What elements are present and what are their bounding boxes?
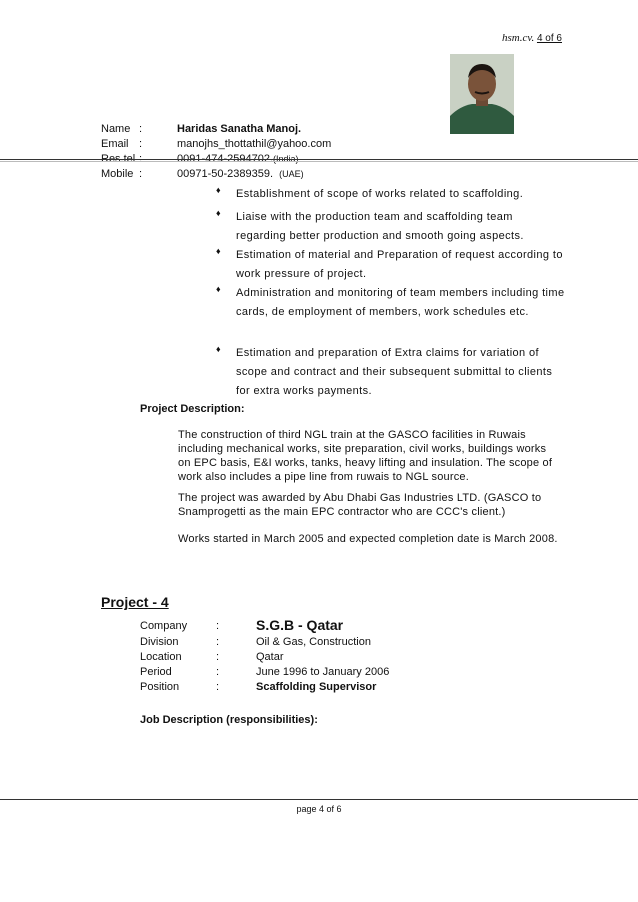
header-prefix: hsm.cv. [502,32,535,44]
header-page-number: 4 of 6 [536,33,562,44]
profile-photo [450,54,514,134]
header-divider [0,159,638,160]
diamond-bullet-icon: ♦ [216,284,221,294]
project-description-paragraph: Works started in March 2005 and expected completion date is March 2008. [178,533,558,545]
person-name: Haridas Sanatha Manoj. [177,123,302,135]
project-description-paragraph: The construction of third NGL train at the GASCO facilities in Ruwais including mechanical works, site preparation, civil works, buildings works on EPC basis, E&I works, tanks, heavy lifting and insulation. The scope of work also includes a pipe line from ruwais to NGL source. [178,429,553,483]
project-description-heading: Project Description: [140,403,245,415]
diamond-bullet-icon: ♦ [216,344,221,354]
project-description-paragraph: The project was awarded by Abu Dhabi Gas Industries LTD. (GASCO to Snamprogetti as the main EPC contractor who are CCC's client.) [178,492,542,518]
page-footer: page 4 of 6 [296,804,342,814]
page-header [502,32,562,44]
diamond-bullet-icon: ♦ [216,185,221,195]
mobile-country: (UAE) [279,169,304,179]
diamond-bullet-icon: ♦ [216,246,221,256]
job-description-heading: Job Description (responsibilities): [140,714,318,726]
mobile-value: 00971-50-2389359. [177,168,274,180]
company-name: S.G.B - Qatar [256,617,344,633]
footer-divider [0,799,638,800]
project-4-title: Project - 4 [101,594,169,610]
header-divider-thin [0,161,638,162]
restel-country: (India) [273,154,299,164]
email-value: manojhs_thottathil@yahoo.com [177,138,332,150]
restel-value: 0091-474-2594702. [177,153,274,165]
diamond-bullet-icon: ♦ [216,208,221,218]
